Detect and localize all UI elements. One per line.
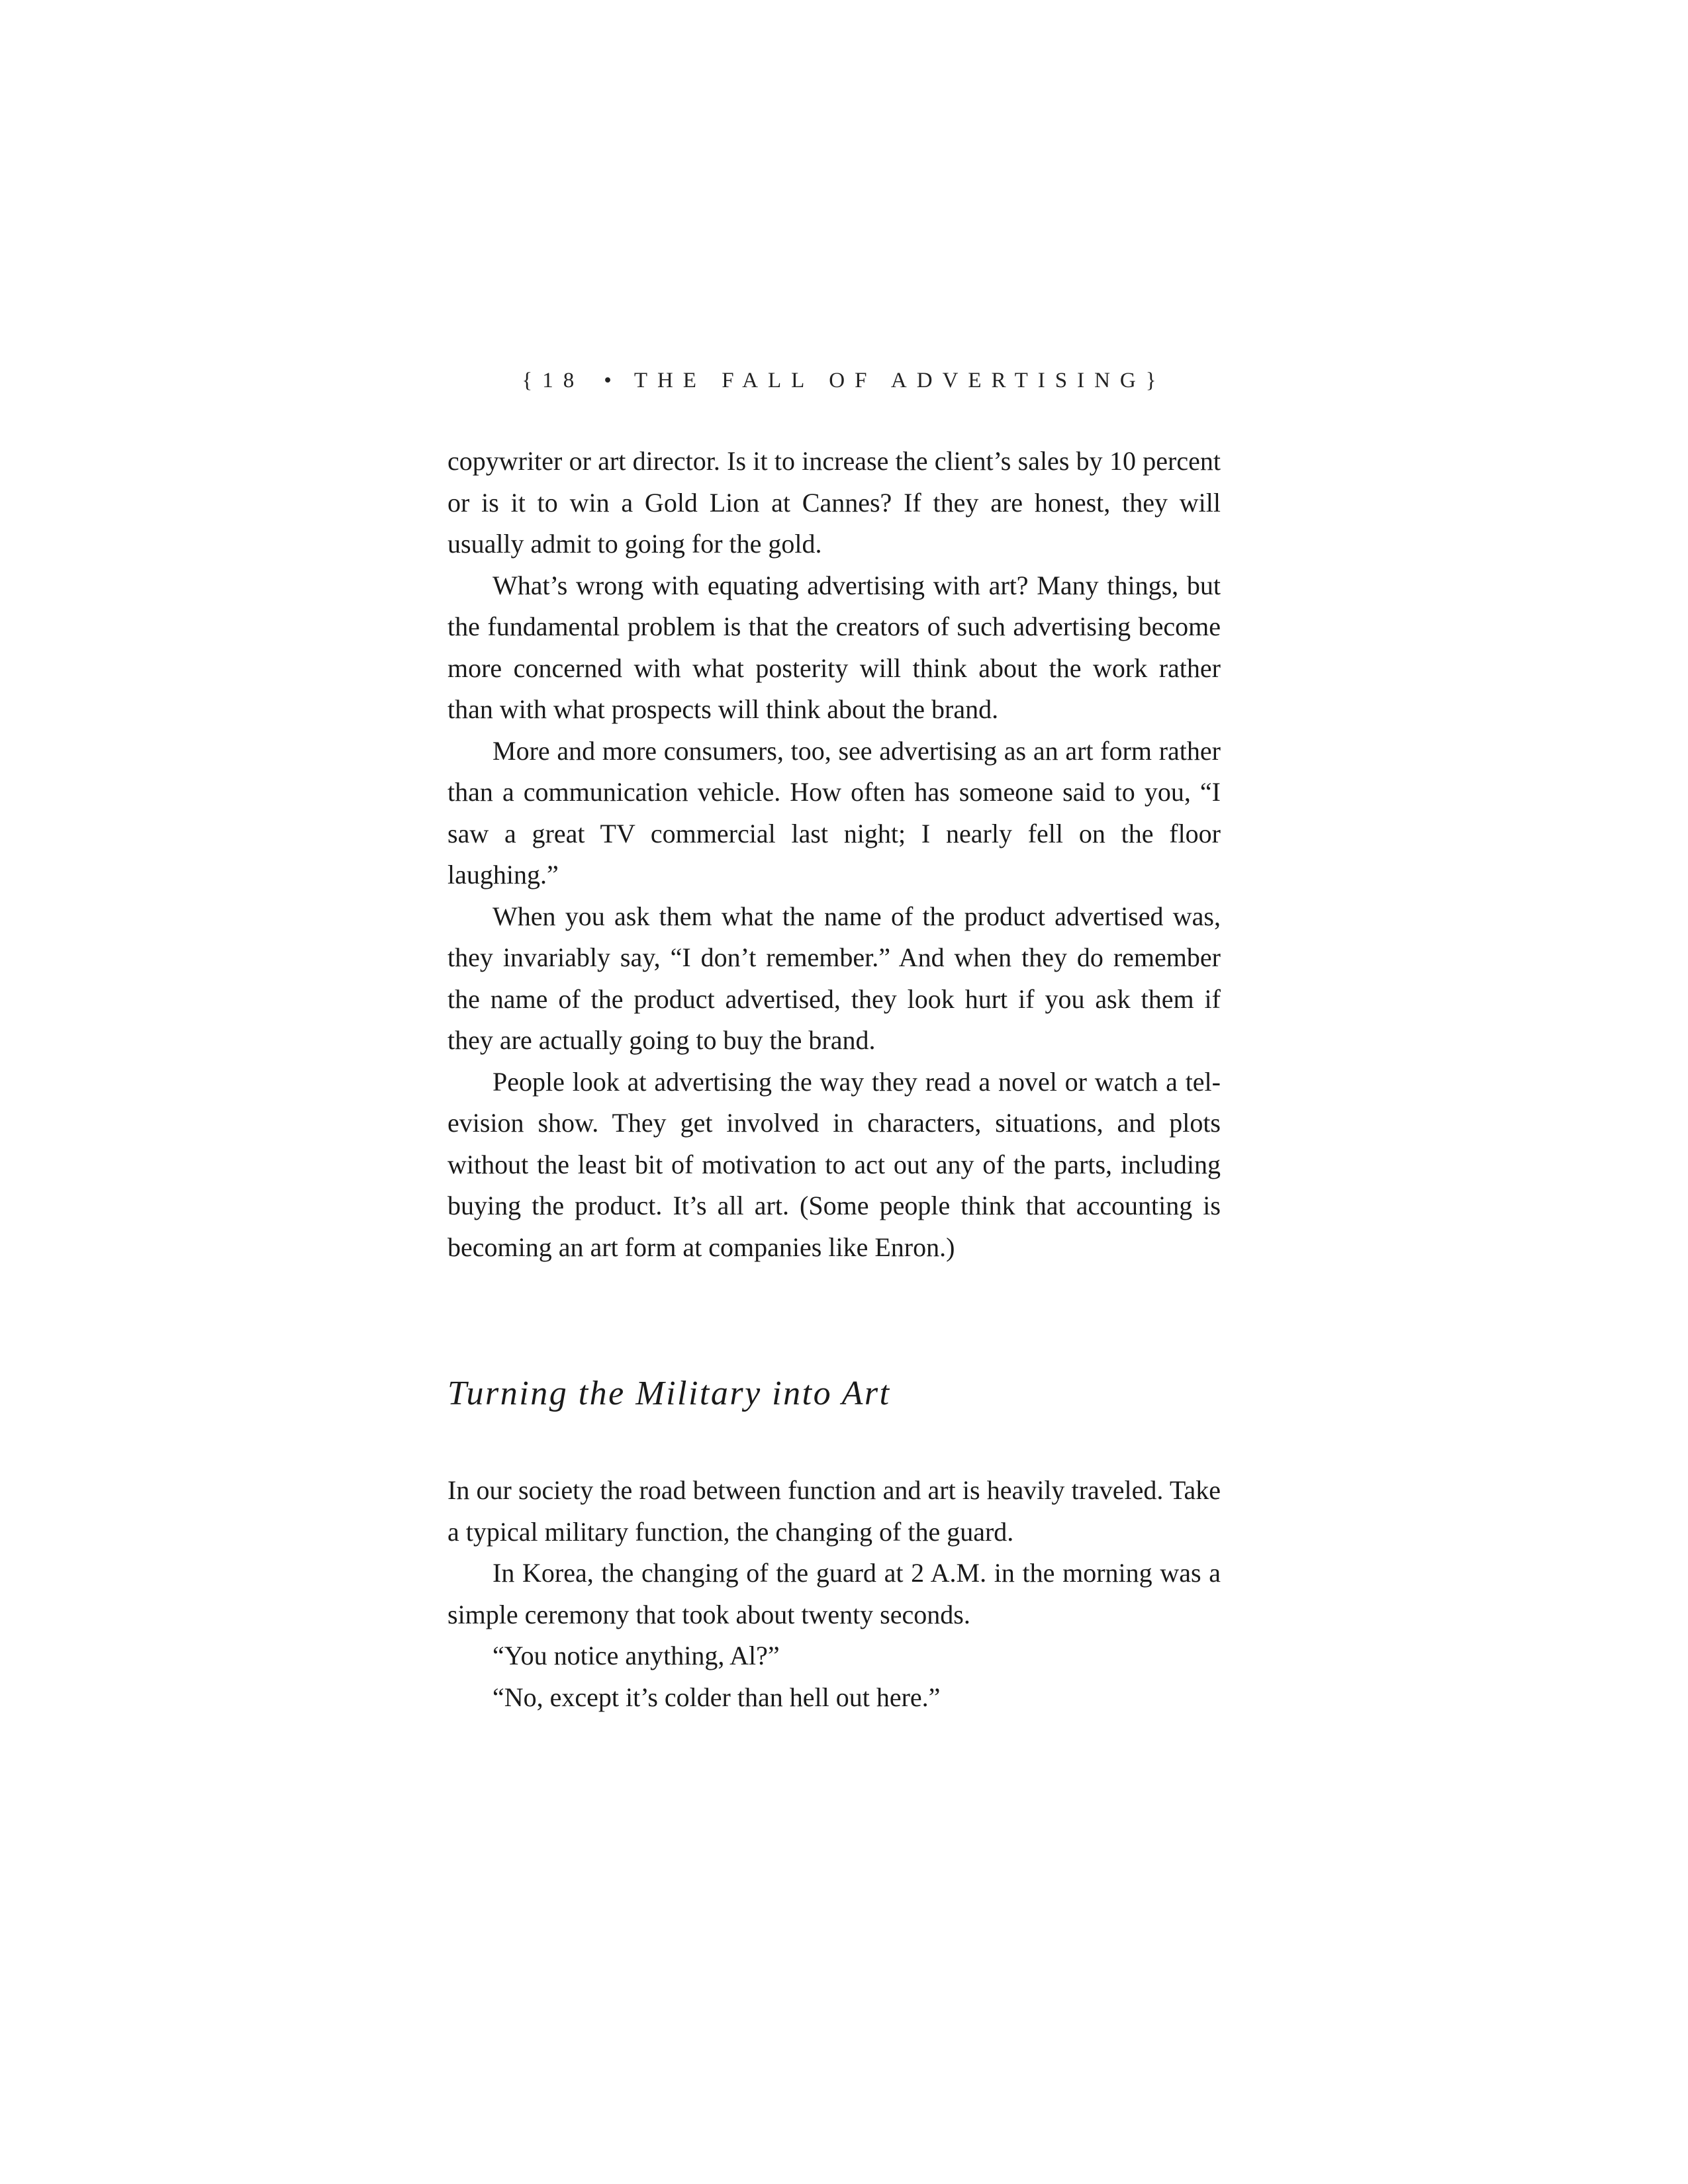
paragraph: copywriter or art director. Is it to increase the client’s sales by 10 percent or is it to win a Gold Lion at Cannes? If they are honest, they will usually admit to going for the gold. <box>447 446 1221 559</box>
book-title: THE FALL OF ADVERTISING <box>633 369 1146 392</box>
paragraph: In Korea, the changing of the guard at 2 A.M. in the morning was a simple ceremony that took about twenty seconds. <box>447 1558 1221 1629</box>
brace-open: { <box>522 369 543 392</box>
paragraph: In our society the road between function and art is heavily traveled. Take a typical military function, the changing of the guard. <box>447 1475 1221 1547</box>
section-heading: Turning the Military into Art <box>447 1375 891 1412</box>
paragraph: More and more consumers, too, see advertising as an art form rather than a communication vehicle. How often has someone said to you, “I saw a great TV commercial last night; I nearly fell on the floor laughing.” <box>447 735 1221 889</box>
page-number: 18 <box>542 369 585 392</box>
dialogue-line: “You notice anything, Al?” <box>492 1641 780 1670</box>
main-text <box>447 441 1221 1268</box>
paragraph: What’s wrong with equating advertising with art? Many things, but the fundamental problem is that the creators of such advertising become more concerned with what posterity will think about the work rather than with what prospects will think about the brand. <box>447 570 1221 724</box>
section-text <box>447 1470 1221 1718</box>
bullet-separator: • <box>604 369 612 392</box>
dialogue-line: “No, except it’s colder than hell out here.” <box>492 1682 941 1712</box>
paragraph: People look at advertising the way they read a novel or watch a television show. They get involved in characters, situations, and plots without the least bit of motivation to act out any of the parts, including buying the product. It’s all art. (Some people think that accounting is becoming an art form at companies like Enron.) <box>447 1066 1221 1262</box>
paragraph: When you ask them what the name of the product advertised was, they invariably say, “I don’t remember.” And when they do remember the name of the product advertised, they look hurt if you ask them if they are actually going to buy the brand. <box>447 901 1221 1055</box>
running-head <box>0 361 1688 400</box>
brace-close: } <box>1145 369 1166 392</box>
